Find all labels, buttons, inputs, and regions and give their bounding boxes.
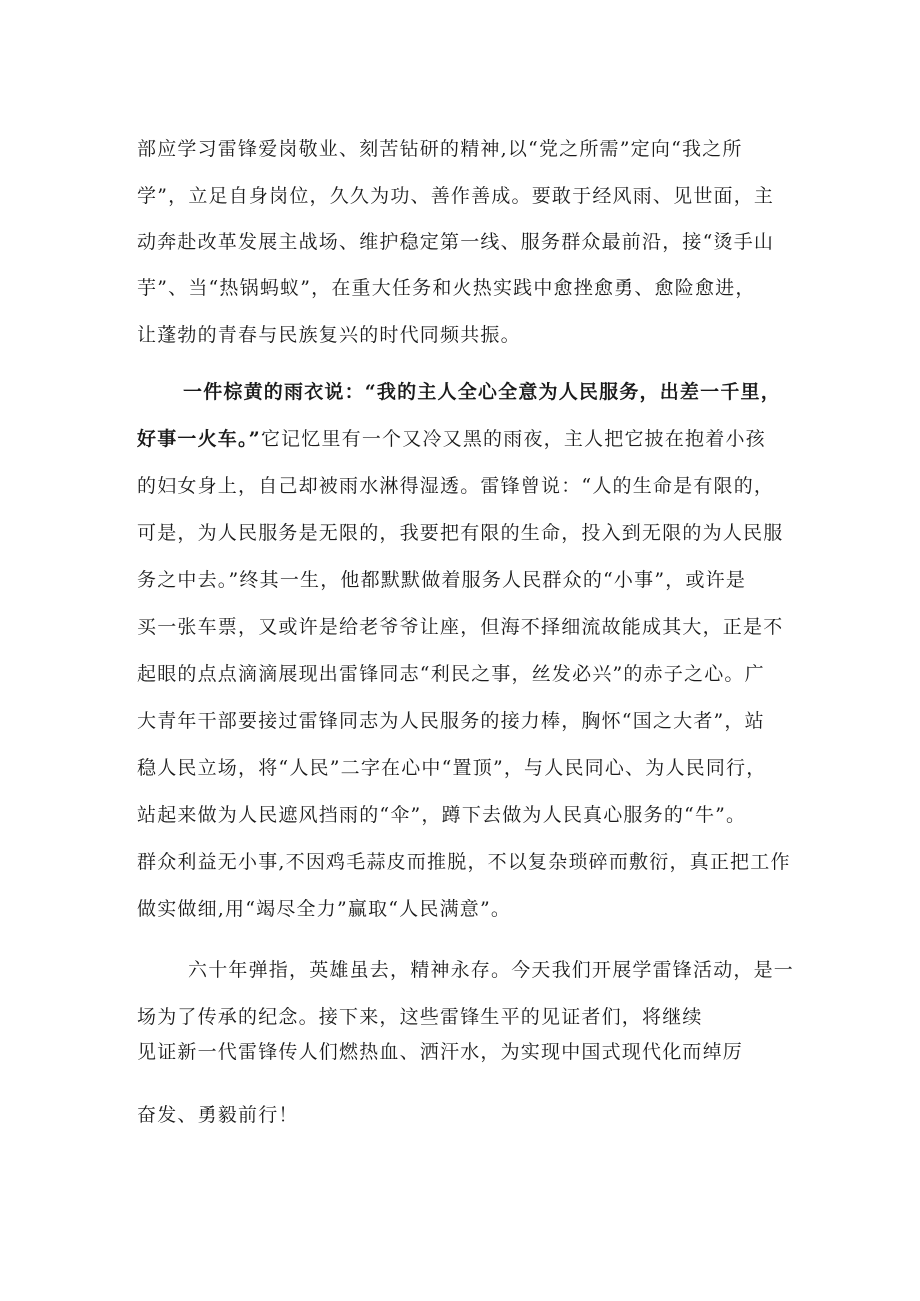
text-line: 见证新一代雷锋传人们燃热血、洒汗水，为实现中国式现代化而绰厉: [137, 1041, 744, 1063]
bold-quote-end: 好事一火车。”: [137, 428, 261, 450]
text-line: 起眼的点点滴滴展现出雷锋同志“利民之事，丝发必兴”的赤子之心。广: [137, 663, 765, 685]
bold-quote-line: 一件棕黄的雨衣说：“我的主人全心全意为人民服务，出差一千里，: [183, 381, 781, 403]
text-line: 做实做细,用“竭尽全力”赢取“人民满意”。: [137, 898, 512, 920]
text-line: 稳人民立场，将“人民”二字在心中“置顶”，与人民同心、为人民同行，: [137, 757, 767, 779]
text-line: 奋发、勇毅前行！: [137, 1104, 299, 1126]
text-line: 买一张车票，又或许是给老爷爷让座，但海不择细流故能成其大，正是不: [137, 616, 784, 638]
text-line: 场为了传承的纪念。接下来，这些雷锋生平的见证者们，将继续: [137, 1006, 703, 1028]
text-line: 部应学习雷锋爱岗敬业、刻苦钻研的精神,以“党之所需”定向“我之所: [137, 138, 743, 160]
text-line: 可是，为人民服务是无限的，我要把有限的生命，投入到无限的为人民服: [137, 522, 784, 544]
text-line: 站起来做为人民遮风挡雨的“伞”，蹲下去做为人民真心服务的“牛”。: [137, 804, 747, 826]
text-line: 学”，立足自身岗位，久久为功、善作善成。要敢于经风雨、见世面，主: [137, 185, 775, 207]
text-line: 芋”、当“热锅蚂蚁”，在重大任务和火热实践中愈挫愈勇、愈险愈进，: [137, 277, 756, 299]
text-line: 让蓬勃的青春与民族复兴的时代同频共振。: [137, 324, 521, 346]
text-line: 六十年弹指，英雄虽去，精神永存。今天我们开展学雷锋活动，是一: [188, 959, 795, 981]
text-line: [137, 427, 766, 451]
text-line: 的妇女身上，自己却被雨水淋得湿透。雷锋曾说：“人的生命是有限的，: [137, 475, 775, 497]
text-line: 群众利益无小事,不因鸡毛蒜皮而推脱，不以复杂琐碎而敷衍，真正把工作: [137, 851, 791, 873]
text-run: 它记忆里有一个又冷又黑的雨夜，主人把它披在抱着小孩: [260, 428, 766, 450]
text-line: 动奔赴改革发展主战场、维护稳定第一线、服务群众最前沿，接“烫手山: [137, 231, 775, 253]
text-line: 大青年干部要接过雷锋同志为人民服务的接力棒，胸怀“国之大者”，站: [137, 710, 765, 732]
text-line: 务之中去。”终其一生，他都默默做着服务人民群众的“小事”，或许是: [137, 569, 747, 591]
